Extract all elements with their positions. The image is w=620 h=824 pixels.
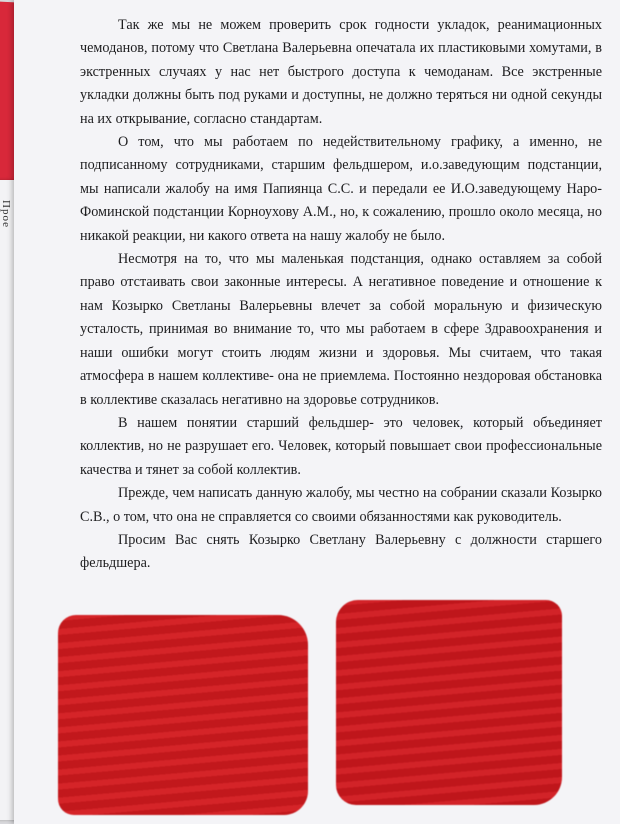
paragraph-request: Просим Вас снять Козырко Светлану Валерьевну с должности старшего фельдшера.	[80, 531, 602, 572]
paragraph-meeting: Прежде, чем написать данную жалобу, мы честно на собрании сказали Козырко С.В., о том, что она не справляется со своими обязанностями как руководитель.	[80, 485, 602, 525]
underlying-sheet-text: Прое	[0, 200, 12, 228]
paragraph-schedule-complaint: О том, что мы работаем по недействительному графику, а именно, не подписанному сотрудниками, старшим фельдшером, и.о.заведующим подстанции, мы написали жалобу на имя Папиянца С.С. и передали ее И.О.заведующему Наро-Фоминской подстанции Корноухову А.М., но, к сожалению, прошло около месяца, но никакой реакции, ни какого ответа на нашу жалобу не было.	[80, 134, 602, 244]
paragraph-rights: Несмотря на то, что мы маленькая подстанция, однако оставляем за собой право отстаивать свои законные интересы. А негативное поведение и отношение к нам Козырко Светланы Валерьевны влечет за собой моральную и физическую усталость, принимая во внимание то, что мы работаем в сфере Здравоохранения и наши ошибки могут стоить людям жизни и здоровья. Мы считаем, что такая атмосфера в нашем коллективе- она не приемлема. Постоянно нездоровая обстановка в коллективе сказалась негативно на здоровье сотрудников.	[80, 251, 602, 408]
redacted-signatures-left	[58, 615, 308, 815]
paragraph-first-aid-kits: Так же мы не можем проверить срок годности укладок, реанимационных чемоданов, потому что Светлана Валерьевна опечатала их пластиковыми хомутами, в экстренных случаях у нас нет быстрого доступа к чемоданам. Все экстренные укладки должны быть под руками и доступны, не должно теряться ни одной секунды на их открывание, согласно стандартам.	[80, 17, 602, 127]
letter-page	[14, 0, 620, 824]
paragraph-senior-paramedic-definition: В нашем понятии старший фельдшер- это человек, который объединяет коллектив, но не разрушает его. Человек, который повышает свои профессиональные качества и тянет за собой коллектив.	[80, 414, 602, 478]
letter-body	[80, 14, 602, 576]
redacted-signatures-right	[336, 600, 562, 805]
